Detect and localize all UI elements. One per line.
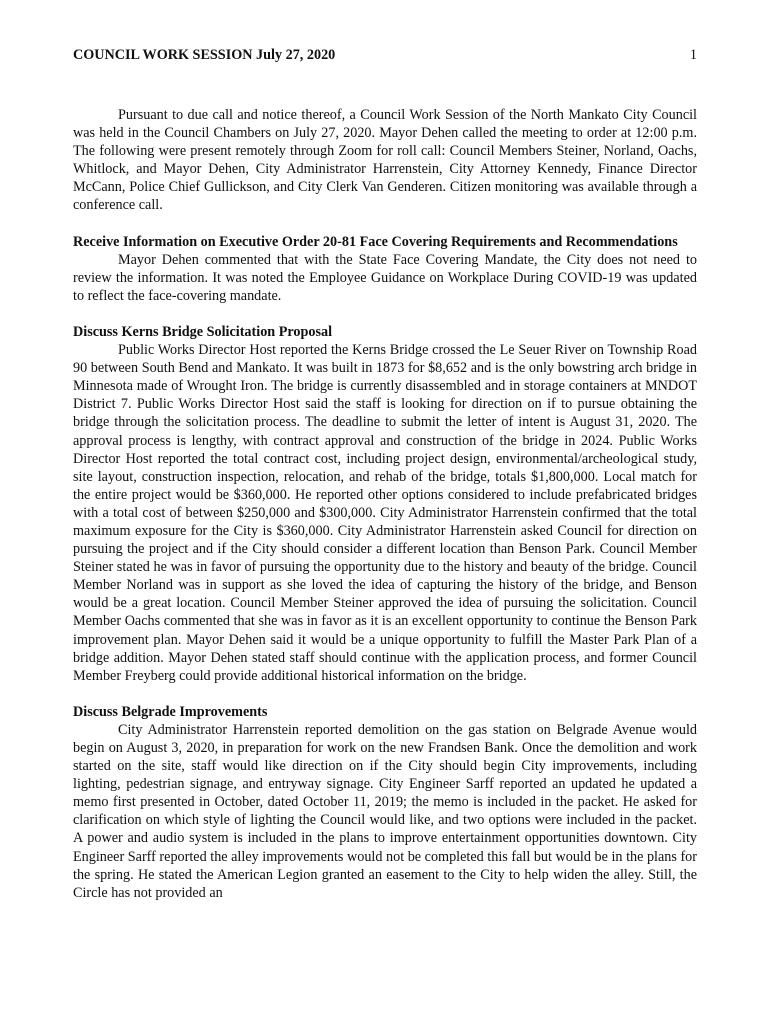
page-number: 1 — [689, 47, 697, 63]
document-body — [73, 106, 697, 902]
page-header — [73, 46, 697, 64]
section-heading: Discuss Kerns Bridge Solicitation Proposal — [73, 323, 333, 340]
intro-paragraph: Pursuant to due call and notice thereof, a Council Work Session of the North Mankato City Council was held in the Council Chambers on July 27, 2020. Mayor Dehen called the meeting to order at 12:00 p.m. The following were present remotely through Zoom for roll call: Council Members Steiner, Norland, Oachs, Whitlock, and Mayor Dehen, City Administrator Harrenstein, City Attorney Kennedy, Finance Director McCann, Police Chief Gullickson, and City Clerk Van Genderen. Citizen monitoring was available through a conference call. — [73, 107, 697, 214]
section-heading: Discuss Belgrade Improvements — [73, 703, 268, 720]
section-kerns-bridge — [73, 323, 697, 685]
section-heading: Receive Information on Executive Order 20-81 Face Covering Requirements and Recommendations — [73, 233, 678, 250]
document-title: COUNCIL WORK SESSION July 27, 2020 — [73, 47, 336, 63]
section-paragraph: City Administrator Harrenstein reported demolition on the gas station on Belgrade Avenue would begin on August 3, 2020, in preparation for work on the new Frandsen Bank. Once the demolition and work started on the site, staff would like direction on if the City should begin City improvements, including lighting, pedestrian signage, and entryway signage. City Engineer Sarff reported an updated he updated a memo first presented in October, dated October 11, 2019; the memo is included in the packet. He asked for clarification on which style of lighting the Council would like, and two options were included in the packet. A power and audio system is included in the plans to improve entertainment opportunities downtown. City Engineer Sarff reported the alley improvements would not be completed this fall but would be in the plans for the spring. He stated the American Legion granted an easement to the City to help widen the alley. Still, the Circle has not provided an — [73, 721, 697, 901]
section-belgrade — [73, 703, 697, 902]
section-paragraph: Mayor Dehen commented that with the State Face Covering Mandate, the City does not need to review the information. It was noted the Employee Guidance on Workplace During COVID-19 was updated to reflect the face-covering mandate. — [73, 251, 697, 304]
section-face-covering — [73, 233, 697, 305]
section-paragraph: Public Works Director Host reported the Kerns Bridge crossed the Le Seuer River on Township Road 90 between South Bend and Mankato. It was built in 1873 for $8,652 and is the only bowstring arch bridge in Minnesota made of Wrought Iron. The bridge is currently disassembled and in storage containers at MNDOT District 7. Public Works Director Host said the staff is looking for direction on if to pursue obtaining the bridge through the solicitation process. The deadline to submit the letter of intent is August 31, 2020. The approval process is lengthy, with contract approval and construction of the bridge in 2024. Public Works Director Host reported the total contract cost, including project design, environmental/archeological study, site layout, construction inspection, relocation, and rehab of the bridge, totals $1,800,000. Local match for the entire project would be $360,000. He reported other options considered to include prefabricated bridges with a total cost of between $250,000 and $300,000. City Administrator Harrenstein confirmed that the total maximum exposure for the City is $360,000. City Administrator Harrenstein asked Council for direction on pursuing the project and if the City should consider a different location than Benson Park. Council Member Steiner stated he was in favor of pursuing the opportunity due to the history and beauty of the bridge. Council Member Norland was in support as she loved the idea of capturing the history of the bridge, and Benson would be a great location. Council Member Steiner approved the idea of pursuing the solicitation. Council Member Oachs commented that she was in favor as it is an excellent opportunity to continue the Benson Park improvement plan. Mayor Dehen said it would be a unique opportunity to fulfill the Master Park Plan of a bridge addition. Mayor Dehen stated staff should continue with the application process, and former Council Member Freyberg could provide additional historical information on the bridge. — [73, 342, 697, 684]
document-page — [73, 46, 697, 902]
